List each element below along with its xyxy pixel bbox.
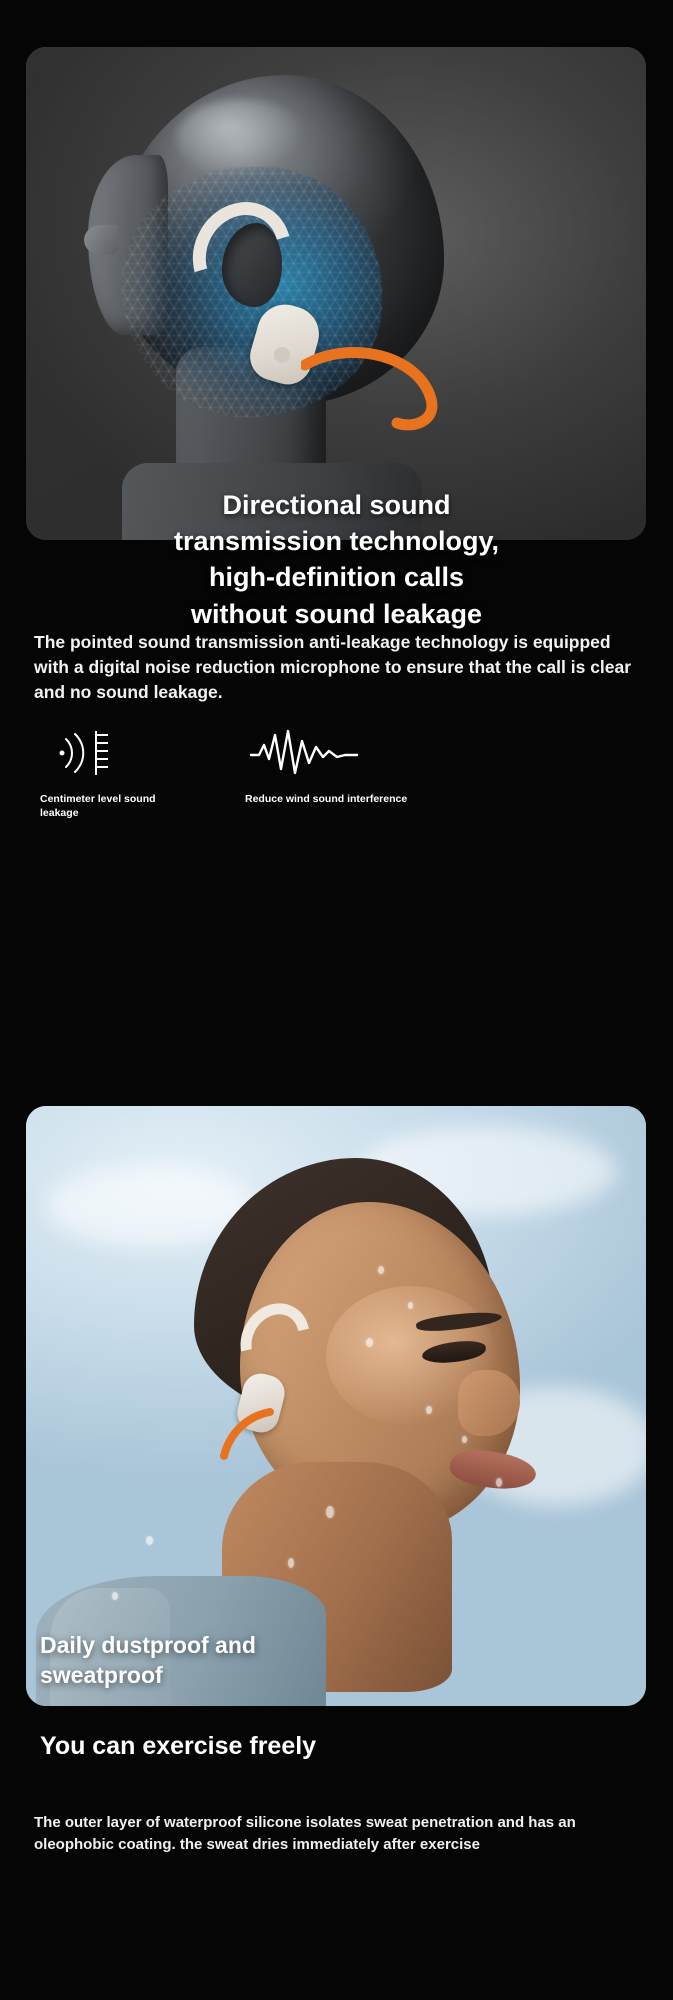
sweat-drop bbox=[288, 1558, 294, 1568]
sweat-drop bbox=[426, 1406, 432, 1414]
photo-caption-line-1: Daily dustproof and bbox=[40, 1632, 256, 1659]
sweat-drop bbox=[378, 1266, 384, 1274]
hero-image-card bbox=[26, 47, 646, 540]
sweat-drop bbox=[326, 1506, 334, 1518]
earphone-cable-icon bbox=[212, 1406, 282, 1466]
sweat-drop bbox=[112, 1592, 118, 1600]
sweat-drop bbox=[462, 1436, 467, 1443]
sound-leakage-icon bbox=[40, 722, 210, 784]
section-two-body-text: The outer layer of waterproof silicone isolates sweat penetration and has an oleophobic coating. the sweat dries immediately after exercise bbox=[34, 1814, 576, 1853]
feature-label bbox=[245, 792, 505, 806]
sweat-drop bbox=[496, 1478, 502, 1487]
feature-label-line-1: Reduce wind sound interference bbox=[245, 793, 408, 805]
feature-label bbox=[40, 792, 160, 820]
sweat-drop bbox=[408, 1302, 413, 1309]
feature-label-line-1: Centimeter level sound bbox=[40, 793, 156, 805]
feature-label-line-2: leakage bbox=[40, 807, 79, 820]
sweat-drop bbox=[146, 1536, 153, 1545]
waveform-icon bbox=[245, 722, 505, 784]
heading-line-4: without sound leakage bbox=[190, 598, 483, 629]
heading-line-3: high-definition calls bbox=[209, 562, 464, 593]
photo-caption bbox=[40, 1631, 600, 1690]
section-two-title: You can exercise freely bbox=[40, 1732, 317, 1760]
feature-list bbox=[40, 722, 640, 832]
sweat-drop bbox=[366, 1338, 373, 1347]
heading-line-2: transmission technology, bbox=[173, 526, 500, 557]
head-highlight bbox=[176, 99, 306, 177]
photo-caption-line-2: sweatproof bbox=[40, 1661, 163, 1688]
section-one-body-text: The pointed sound transmission anti-leakage technology is equipped with a digital noise reduction microphone to ensure that the call is clear and no sound leakage. bbox=[34, 632, 632, 702]
mannequin-nose bbox=[84, 225, 118, 255]
earphone-cable-icon bbox=[301, 347, 441, 431]
feature-item-sound-leakage bbox=[40, 722, 210, 820]
section-one-heading bbox=[0, 487, 673, 632]
athlete-photo-card bbox=[26, 1106, 646, 1706]
feature-item-wind-noise bbox=[245, 722, 505, 806]
heading-line-1: Directional sound bbox=[222, 490, 451, 520]
